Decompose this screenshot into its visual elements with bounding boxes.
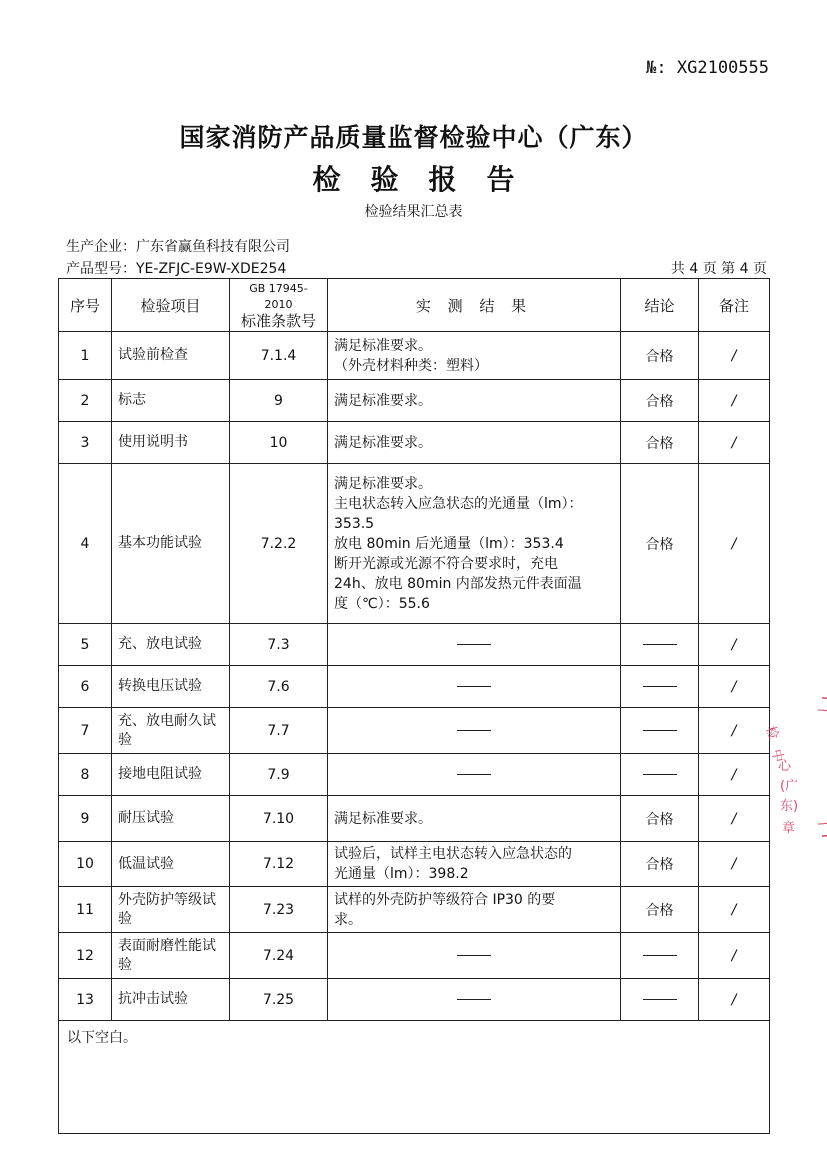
empty-dash [643, 999, 677, 1000]
header-seq: 序号 [59, 279, 112, 332]
empty-dash [457, 999, 491, 1000]
product-model: 产品型号：YE-ZFJC-E9W-XDE254 [66, 261, 287, 277]
table-row [59, 624, 770, 666]
empty-dash [457, 955, 491, 956]
result-line: 满足标准要求。 [334, 434, 432, 451]
result-line: 满足标准要求。 [334, 392, 432, 409]
table-row [59, 887, 770, 933]
row-item: 试验前检查 [112, 332, 230, 380]
manufacturer: 生产企业：广东省赢鱼科技有限公司 [66, 239, 290, 255]
row-seq: 8 [59, 754, 112, 796]
row-remark: / [699, 842, 770, 887]
row-remark: / [699, 624, 770, 666]
row-clause: 7.10 [230, 796, 328, 842]
row-result [328, 624, 621, 666]
table-row [59, 666, 770, 708]
row-item: 抗冲击试验 [112, 979, 230, 1021]
empty-dash [643, 774, 677, 775]
row-seq: 2 [59, 380, 112, 422]
row-item: 接地电阻试验 [112, 754, 230, 796]
row-result [328, 842, 621, 887]
row-clause: 7.3 [230, 624, 328, 666]
row-seq: 6 [59, 666, 112, 708]
row-conclusion: 合格 [621, 332, 699, 380]
row-remark: / [699, 708, 770, 754]
svg-text:章: 章 [782, 821, 796, 836]
row-conclusion [621, 754, 699, 796]
report-number: №: XG2100555 [646, 58, 769, 78]
empty-dash [457, 730, 491, 731]
row-item: 使用说明书 [112, 422, 230, 464]
row-item: 耐压试验 [112, 796, 230, 842]
row-remark: / [699, 332, 770, 380]
row-result [328, 796, 621, 842]
header-standard-clause [230, 279, 328, 332]
row-remark: / [699, 796, 770, 842]
row-seq: 7 [59, 708, 112, 754]
row-remark: / [699, 754, 770, 796]
result-line: 满足标准要求。 [334, 337, 432, 354]
row-conclusion: 合格 [621, 422, 699, 464]
row-seq: 10 [59, 842, 112, 887]
row-item: 表面耐磨性能试验 [112, 933, 230, 979]
row-conclusion [621, 624, 699, 666]
table-row [59, 708, 770, 754]
row-remark: / [699, 979, 770, 1021]
row-clause: 7.23 [230, 887, 328, 933]
row-remark: / [699, 464, 770, 624]
row-result [328, 887, 621, 933]
row-result [328, 666, 621, 708]
result-line: 满足标准要求。 [334, 810, 432, 827]
empty-dash [457, 774, 491, 775]
row-conclusion: 合格 [621, 380, 699, 422]
svg-text:心: 心 [778, 759, 792, 774]
table-row [59, 979, 770, 1021]
row-clause: 7.9 [230, 754, 328, 796]
table-row [59, 332, 770, 380]
row-clause: 7.24 [230, 933, 328, 979]
row-conclusion [621, 979, 699, 1021]
row-conclusion [621, 666, 699, 708]
row-seq: 12 [59, 933, 112, 979]
row-remark: / [699, 666, 770, 708]
row-item: 充、放电耐久试验 [112, 708, 230, 754]
empty-dash [643, 644, 677, 645]
row-clause: 7.1.4 [230, 332, 328, 380]
result-line: 试验后，试样主电状态转入应急状态的 [334, 846, 572, 862]
row-conclusion [621, 933, 699, 979]
row-result [328, 332, 621, 380]
empty-dash [643, 730, 677, 731]
row-conclusion: 合格 [621, 464, 699, 624]
result-line: 353.5 [334, 515, 375, 532]
official-seal [752, 692, 827, 842]
row-result [328, 754, 621, 796]
row-result [328, 380, 621, 422]
row-seq: 4 [59, 464, 112, 624]
organization-title: 国家消防产品质量监督检验中心（广东） [179, 123, 648, 152]
result-line: 放电 80min 后光通量（lm）：353.4 [334, 535, 564, 552]
svg-text:检: 检 [762, 724, 781, 742]
result-line: 满足标准要求。 [334, 475, 432, 492]
row-result [328, 422, 621, 464]
row-clause: 9 [230, 380, 328, 422]
row-seq: 11 [59, 887, 112, 933]
page-info: 共 4 页 第 4 页 [670, 261, 767, 277]
header-conclusion: 结论 [621, 279, 699, 332]
row-clause: 7.2.2 [230, 464, 328, 624]
row-result [328, 464, 621, 624]
row-conclusion [621, 708, 699, 754]
row-item: 外壳防护等级试验 [112, 887, 230, 933]
header-standard-code: GB 17945-2010 [249, 282, 308, 311]
footer-row [59, 1021, 770, 1134]
row-remark: / [699, 422, 770, 464]
empty-dash [457, 644, 491, 645]
row-seq: 9 [59, 796, 112, 842]
table-row [59, 422, 770, 464]
row-seq: 13 [59, 979, 112, 1021]
row-remark: / [699, 887, 770, 933]
row-result [328, 933, 621, 979]
result-line: （外壳材料种类：塑料） [334, 357, 488, 374]
row-conclusion: 合格 [621, 887, 699, 933]
row-clause: 7.6 [230, 666, 328, 708]
row-result [328, 979, 621, 1021]
row-conclusion: 合格 [621, 796, 699, 842]
row-remark: / [699, 380, 770, 422]
footer-note: 以下空白。 [59, 1021, 770, 1134]
empty-dash [643, 955, 677, 956]
table-row [59, 754, 770, 796]
row-clause: 7.25 [230, 979, 328, 1021]
empty-dash [457, 686, 491, 687]
svg-text:中: 中 [768, 748, 786, 764]
header-remark: 备注 [699, 279, 770, 332]
header-clause-label: 标准条款号 [240, 312, 316, 330]
result-line: 度（℃）：55.6 [334, 595, 430, 612]
table-row [59, 796, 770, 842]
result-line: 光通量（lm）：398.2 [334, 866, 469, 882]
row-seq: 1 [59, 332, 112, 380]
row-remark: / [699, 933, 770, 979]
svg-text:东): 东) [780, 799, 799, 814]
results-table [58, 278, 770, 1134]
row-clause: 7.12 [230, 842, 328, 887]
row-seq: 3 [59, 422, 112, 464]
row-item: 标志 [112, 380, 230, 422]
table-row [59, 842, 770, 887]
row-conclusion: 合格 [621, 842, 699, 887]
row-item: 低温试验 [112, 842, 230, 887]
row-clause: 7.7 [230, 708, 328, 754]
table-row [59, 933, 770, 979]
result-line: 断开光源或光源不符合要求时，充电 [334, 555, 558, 572]
document-title: 检验报告 [312, 163, 545, 196]
table-header-row [59, 279, 770, 332]
table-row [59, 380, 770, 422]
svg-text:(广: (广 [780, 779, 799, 794]
empty-dash [643, 686, 677, 687]
header-result: 实 测 结 果 [328, 279, 621, 332]
row-item: 充、放电试验 [112, 624, 230, 666]
row-clause: 10 [230, 422, 328, 464]
row-item: 转换电压试验 [112, 666, 230, 708]
result-line: 24h、放电 80min 内部发热元件表面温 [334, 575, 582, 592]
row-seq: 5 [59, 624, 112, 666]
header-item: 检验项目 [112, 279, 230, 332]
result-line: 试样的外壳防护等级符合 IP30 的要 [334, 891, 556, 908]
result-line: 主电状态转入应急状态的光通量（lm）： [334, 495, 583, 512]
row-item: 基本功能试验 [112, 464, 230, 624]
result-line: 求。 [334, 911, 362, 928]
row-result [328, 708, 621, 754]
table-row [59, 464, 770, 624]
document-subtitle: 检验结果汇总表 [364, 204, 463, 220]
